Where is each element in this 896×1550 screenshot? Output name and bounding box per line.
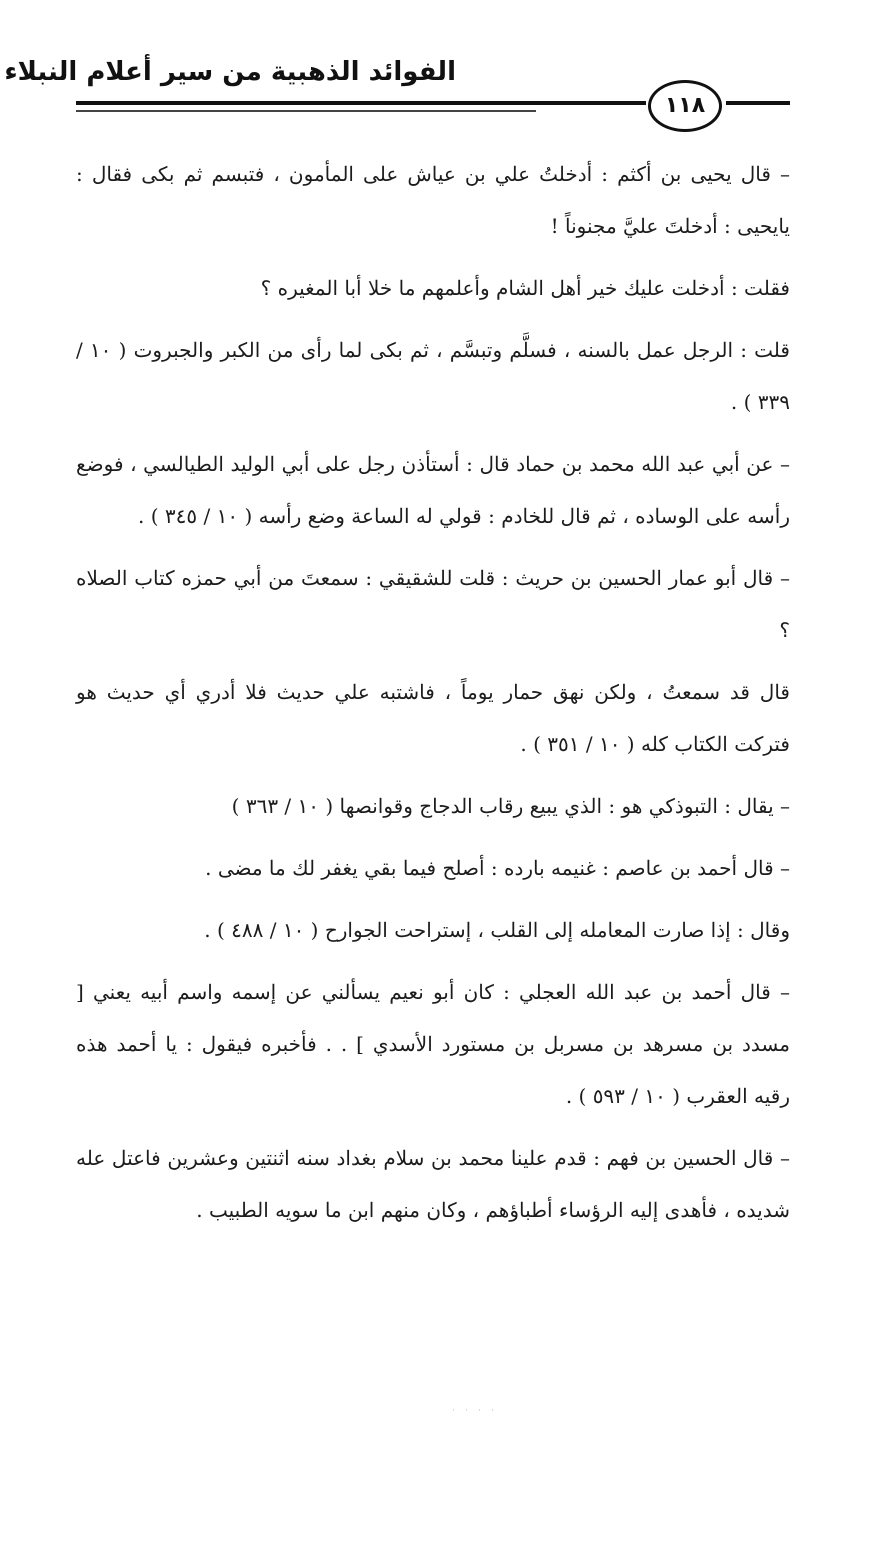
paragraph-1: – قال يحيى بن أكثم : أدخلتُ علي بن عياش على المأمون ، فتبسم ثم بكى فقال : يايحيى : أدخلتَ عليَّ مجنوناً ! xyxy=(76,162,790,238)
header-rule-left-thin xyxy=(76,110,536,112)
scan-artifact-mark: · · · · xyxy=(452,1406,498,1415)
paragraph-2: فقلت : أدخلت عليك خير أهل الشام وأعلمهم ما خلا أبا المغيره ؟ xyxy=(260,276,790,300)
paragraph-8: – قال أحمد بن عاصم : غنيمه بارده : أصلح فيما بقي يغفر لك ما مضى . xyxy=(205,856,790,880)
paragraph-4: – عن أبي عبد الله محمد بن حماد قال : أستأذن رجل على أبي الوليد الطيالسي ، فوضع رأسه على الوساده ، ثم قال للخادم : قولي له الساعة وضع رأسه ( ١٠ / ٣٤٥ ) . xyxy=(76,452,790,528)
page-body-text xyxy=(76,148,790,1236)
header-rule-left xyxy=(76,101,646,105)
paragraph-3: قلت : الرجل عمل بالسنه ، فسلَّم وتبسَّم ، ثم بكى لما رأى من الكبر والجبروت ( ١٠ / ٣٣٩ ) . xyxy=(76,338,790,414)
paragraph-11: – قال الحسين بن فهم : قدم علينا محمد بن سلام بغداد سنه اثنتين وعشرين فاعتل عله شديده ، فأهدى إليه الرؤساء أطباؤهم ، وكان منهم ابن ما سويه الطبيب . xyxy=(76,1146,790,1222)
paragraph-5: – قال أبو عمار الحسين بن حريث : قلت للشقيقي : سمعتَ من أبي حمزه كتاب الصلاه ؟ xyxy=(76,566,790,642)
paragraph-9: وقال : إذا صارت المعامله إلى القلب ، إستراحت الجوارح ( ١٠ / ٤٨٨ ) . xyxy=(204,918,790,942)
running-header-title: الفوائد الذهبية من سير أعلام النبلاء xyxy=(4,57,456,87)
paragraph-10: – قال أحمد بن عبد الله العجلي : كان أبو نعيم يسألني عن إسمه واسم أبيه يعني [ مسدد بن مسرهد بن مسربل بن مستورد الأسدي ] . . فأخبره فيقول : يا أحمد هذه رقيه العقرب ( ١٠ / ٥٩٣ ) . xyxy=(76,980,790,1108)
paragraph-7: – يقال : التبوذكي هو : الذي يبيع رقاب الدجاج وقوانصها ( ١٠ / ٣٦٣ ) xyxy=(231,794,790,818)
paragraph-6: قال قد سمعتُ ، ولكن نهق حمار يوماً ، فاشتبه علي حديث فلا أدري أي حديث هو فتركت الكتاب كله ( ١٠ / ٣٥١ ) . xyxy=(76,680,790,756)
page-number-badge: ١١٨ xyxy=(648,80,722,132)
header-rule-right xyxy=(726,101,790,105)
